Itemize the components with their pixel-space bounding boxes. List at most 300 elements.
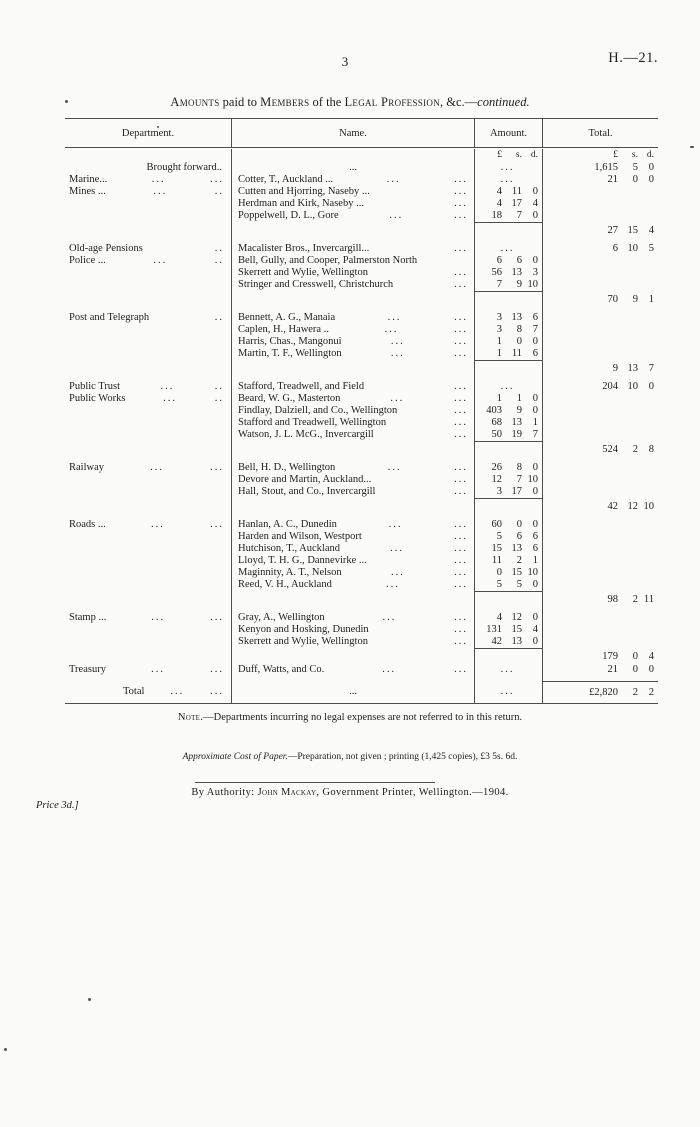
cell-text: Cotter, T., Auckland ... — [238, 174, 334, 185]
cell-text: Marine... — [69, 174, 108, 185]
department-cell — [65, 648, 232, 664]
cell-text: Skerrett and Wylie, Wellington — [238, 267, 368, 278]
doc-reference: H.—21. — [608, 50, 658, 66]
cell-text: 68 — [491, 417, 502, 428]
cell-text: 10 — [627, 381, 638, 392]
cell-text: Police ... — [69, 255, 106, 266]
name-cell — [232, 149, 475, 162]
cell-text: 15 — [511, 567, 522, 578]
cell-text: 0 — [532, 405, 538, 416]
cell-text: 6 — [516, 531, 522, 542]
cell-text: 12 — [627, 501, 638, 512]
cell-text: 11 — [643, 594, 654, 605]
name-cell — [232, 519, 475, 531]
cell-text: 13 — [627, 363, 638, 374]
cell-text: Maginnity, A. T., Nelson — [238, 567, 342, 578]
cell-text: ... — [454, 417, 468, 428]
department-cell — [65, 381, 232, 393]
cell-text: 0 — [516, 336, 522, 347]
cell-text: ... — [454, 312, 468, 323]
cell-text: 5 — [648, 243, 654, 254]
cell-text: 131 — [486, 624, 502, 635]
cell-text: £ — [613, 150, 618, 160]
total-cell — [543, 591, 658, 607]
amount-cell — [475, 474, 543, 486]
cell-text: 4 — [496, 186, 502, 197]
cell-text: 0 — [532, 210, 538, 221]
name-cell — [232, 648, 475, 664]
cell-text: 0 — [532, 579, 538, 590]
name-cell — [232, 486, 475, 498]
amount-cell: ... — [475, 681, 543, 703]
name-cell — [232, 336, 475, 348]
cell-text: ... — [210, 174, 224, 185]
cell-text: 2 — [632, 444, 638, 455]
title-part: Legal Profession — [344, 95, 440, 109]
cell-text: Post and Telegraph — [69, 312, 150, 323]
name-cell — [232, 531, 475, 543]
cell-text: ... — [454, 429, 468, 440]
cell-text: 403 — [486, 405, 502, 416]
cell-text: d. — [530, 150, 538, 160]
name-cell — [232, 381, 475, 393]
amount-cell — [475, 360, 543, 376]
name-cell — [232, 664, 475, 676]
name-cell — [232, 210, 475, 222]
cell-text: 26 — [491, 462, 502, 473]
cell-text: Railway — [69, 462, 104, 473]
cell-text: 50 — [491, 429, 502, 440]
department-cell — [65, 429, 232, 441]
cell-text: ... — [151, 519, 165, 530]
amount-cell — [475, 222, 543, 238]
cell-text: ... — [153, 186, 168, 197]
name-cell — [232, 405, 475, 417]
table-row — [65, 267, 658, 279]
cell-text: Harden and Wilson, Westport — [238, 531, 362, 542]
cell-text: ... — [454, 198, 468, 209]
name-cell — [232, 255, 475, 267]
cell-text: Public Works — [69, 393, 126, 404]
total-cell — [543, 149, 658, 162]
cell-text: 4 — [496, 612, 502, 623]
cell-text: Brought forward.. — [146, 162, 222, 173]
total-cell — [543, 579, 658, 591]
cell-text: .. — [214, 243, 224, 254]
name-cell — [232, 162, 475, 174]
footnote-label: Note. — [177, 712, 204, 723]
total-cell — [543, 498, 658, 514]
cell-text: 6 — [532, 531, 538, 542]
cell-text: 0 — [532, 636, 538, 647]
total-cell — [543, 312, 658, 324]
cell-text: 0 — [632, 664, 638, 675]
cell-text: ... — [454, 324, 468, 335]
footnote-text: —Departments incurring no legal expenses are not referred to in this return. — [203, 712, 523, 723]
department-cell — [65, 324, 232, 336]
cell-text: 0 — [532, 255, 538, 266]
total-cell — [543, 381, 658, 393]
cell-text: Roads ... — [69, 519, 106, 530]
cell-text: ... — [390, 567, 405, 578]
name-cell — [232, 612, 475, 624]
cell-text: ... — [389, 210, 404, 221]
name-cell — [232, 555, 475, 567]
department-cell — [65, 486, 232, 498]
cell-text: ... — [454, 636, 468, 647]
cell-text: Mines ... — [69, 186, 106, 197]
total-cell — [543, 531, 658, 543]
total-cell — [543, 162, 658, 174]
total-cell — [543, 612, 658, 624]
cell-text: 4 — [532, 624, 538, 635]
cell-text: Total — [123, 686, 145, 697]
cell-text: 11 — [491, 555, 502, 566]
cell-text: Skerrett and Wylie, Wellington — [238, 636, 368, 647]
total-cell — [543, 393, 658, 405]
cell-text: 1,615 — [594, 162, 618, 173]
cell-text: ... — [390, 348, 405, 359]
cell-text: 10 — [527, 567, 538, 578]
cell-text: s. — [631, 150, 638, 160]
cell-text: ... — [210, 612, 224, 623]
cell-text: ... — [454, 381, 468, 392]
cell-text: 70 — [607, 294, 618, 305]
name-cell — [232, 681, 475, 703]
total-cell — [543, 648, 658, 664]
cell-text: s. — [515, 150, 522, 160]
name-cell — [232, 441, 475, 457]
amount-cell — [475, 591, 543, 607]
cell-text: 7 — [496, 279, 502, 290]
cell-text: .. — [214, 393, 224, 404]
title-part: Members — [260, 95, 310, 109]
cell-text: ... — [349, 686, 357, 697]
ink-speck — [88, 998, 91, 1001]
total-cell — [543, 567, 658, 579]
cell-text: 0 — [632, 174, 638, 185]
department-cell — [65, 291, 232, 307]
cell-text: ... — [454, 186, 468, 197]
cell-text: Lloyd, T. H. G., Dannevirke ... — [238, 555, 367, 566]
department-cell — [65, 312, 232, 324]
department-cell — [65, 531, 232, 543]
cell-text: 13 — [511, 312, 522, 323]
name-cell — [232, 567, 475, 579]
cell-text: 3 — [496, 324, 502, 335]
cell-text: Bell, Gully, and Cooper, Palmerston North — [238, 255, 418, 266]
ink-speck — [157, 126, 159, 128]
cell-text: ... — [454, 555, 468, 566]
name-cell — [232, 243, 475, 255]
table-row — [65, 312, 658, 324]
title-part: Amounts — [170, 95, 220, 109]
cell-text: ... — [349, 162, 357, 173]
name-cell — [232, 579, 475, 591]
cell-text: Beard, W. G., Masterton — [238, 393, 341, 404]
authority-prefix: By Authority: — [191, 787, 258, 798]
total-cell — [543, 441, 658, 457]
total-cell — [543, 462, 658, 474]
amount-cell — [475, 531, 543, 543]
total-cell — [543, 186, 658, 198]
cell-text: ... — [210, 519, 224, 530]
cell-text: 524 — [602, 444, 618, 455]
cell-text: 11 — [511, 348, 522, 359]
amount-cell — [475, 186, 543, 198]
amount-cell — [475, 579, 543, 591]
total-cell — [543, 681, 658, 703]
cell-text: 1 — [532, 417, 538, 428]
total-cell — [543, 210, 658, 222]
amount-cell — [475, 291, 543, 307]
department-cell — [65, 210, 232, 222]
cell-text: 12 — [511, 612, 522, 623]
department-cell — [65, 579, 232, 591]
amount-cell: ... — [475, 174, 543, 186]
table-row — [65, 543, 658, 555]
total-cell — [543, 336, 658, 348]
cell-text: ... — [170, 686, 185, 697]
department-cell — [65, 681, 232, 703]
cell-text: 56 — [491, 267, 502, 278]
column-header-name: Name. — [232, 119, 475, 147]
cell-text: 0 — [532, 462, 538, 473]
cell-text: 42 — [491, 636, 502, 647]
cell-text: £2,820 — [589, 687, 618, 698]
department-cell — [65, 441, 232, 457]
cell-text: ... — [390, 336, 405, 347]
title-part: of the — [309, 95, 345, 109]
amount-cell — [475, 279, 543, 291]
cell-text: 7 — [648, 363, 654, 374]
amount-cell — [475, 267, 543, 279]
department-cell — [65, 279, 232, 291]
cell-text: 10 — [627, 243, 638, 254]
cell-text: ... — [454, 336, 468, 347]
name-cell — [232, 417, 475, 429]
cell-text: Gray, A., Wellington — [238, 612, 325, 623]
amount-cell — [475, 567, 543, 579]
amount-cell: ... — [475, 381, 543, 393]
name-cell — [232, 186, 475, 198]
cell-text: 15 — [627, 225, 638, 236]
total-cell — [543, 291, 658, 307]
cell-text: ... — [454, 664, 468, 675]
table-row — [65, 162, 658, 174]
department-cell — [65, 462, 232, 474]
table-row — [65, 348, 658, 360]
cell-text: Martin, T. F., Wellington — [238, 348, 342, 359]
name-cell — [232, 591, 475, 607]
cell-text: ... — [388, 519, 403, 530]
ink-speck — [65, 100, 68, 103]
cell-text: 5 — [496, 579, 502, 590]
total-cell — [543, 198, 658, 210]
amount-cell — [475, 405, 543, 417]
cell-text: Stafford and Treadwell, Wellington — [238, 417, 387, 428]
name-cell — [232, 462, 475, 474]
cell-text: ... — [382, 664, 397, 675]
table-row — [65, 498, 658, 514]
cell-text: 13 — [511, 417, 522, 428]
amount-cell: ... — [475, 664, 543, 676]
department-cell — [65, 267, 232, 279]
cell-text: 0 — [648, 174, 654, 185]
amount-cell: ... — [475, 243, 543, 255]
cell-text: ... — [160, 381, 175, 392]
name-cell — [232, 636, 475, 648]
department-cell — [65, 405, 232, 417]
department-cell — [65, 664, 232, 676]
cell-text: Public Trust — [69, 381, 121, 392]
table-row — [65, 474, 658, 486]
amount-cell — [475, 149, 543, 162]
cell-text: 13 — [511, 267, 522, 278]
table-row — [65, 393, 658, 405]
cell-text: ... — [454, 348, 468, 359]
total-cell — [543, 348, 658, 360]
amount-cell — [475, 312, 543, 324]
cell-text: £ — [497, 150, 502, 160]
cell-text: ... — [210, 686, 224, 697]
table-row — [65, 417, 658, 429]
total-cell — [543, 243, 658, 255]
cell-text: Herdman and Kirk, Naseby ... — [238, 198, 364, 209]
cell-text: 5 — [516, 579, 522, 590]
total-cell — [543, 417, 658, 429]
cell-text: 3 — [496, 312, 502, 323]
total-cell — [543, 255, 658, 267]
cell-text: 4 — [648, 651, 654, 662]
table-body — [65, 148, 658, 704]
cell-text: 0 — [516, 519, 522, 530]
cell-text: ... — [390, 393, 405, 404]
table-row — [65, 279, 658, 291]
cell-text: 1 — [496, 348, 502, 359]
ink-speck — [4, 1048, 7, 1051]
cell-text: 6 — [532, 348, 538, 359]
department-cell — [65, 222, 232, 238]
department-cell — [65, 624, 232, 636]
total-cell — [543, 279, 658, 291]
total-cell — [543, 636, 658, 648]
total-cell — [543, 324, 658, 336]
department-cell — [65, 612, 232, 624]
cell-text: 11 — [511, 186, 522, 197]
cell-text: .. — [214, 255, 224, 266]
cell-text: 9 — [612, 363, 618, 374]
cell-text: 0 — [496, 567, 502, 578]
name-cell — [232, 348, 475, 360]
amount-cell — [475, 624, 543, 636]
name-cell — [232, 624, 475, 636]
name-cell — [232, 312, 475, 324]
cell-text: Watson, J. L. McG., Invercargill — [238, 429, 374, 440]
cell-text: 10 — [643, 501, 654, 512]
cell-text: 6 — [532, 312, 538, 323]
amount-cell — [475, 210, 543, 222]
cell-text: 0 — [632, 651, 638, 662]
cell-text: 2 — [632, 594, 638, 605]
cell-text: 18 — [491, 210, 502, 221]
table-row — [65, 360, 658, 376]
table-row — [65, 579, 658, 591]
cell-text: ... — [454, 462, 468, 473]
cell-text: Kenyon and Hosking, Dunedin — [238, 624, 369, 635]
cell-text: ... — [384, 324, 399, 335]
cell-text: Hanlan, A. C., Dunedin — [238, 519, 337, 530]
cell-text: ... — [454, 279, 468, 290]
amount-cell — [475, 555, 543, 567]
table-row — [65, 291, 658, 307]
cell-text: ... — [454, 579, 468, 590]
cell-text: 15 — [511, 624, 522, 635]
name-cell — [232, 543, 475, 555]
department-cell — [65, 591, 232, 607]
table-row — [65, 681, 658, 703]
cell-text: 2 — [516, 555, 522, 566]
table-row — [65, 636, 658, 648]
cell-text: 8 — [648, 444, 654, 455]
cell-text: 204 — [602, 381, 618, 392]
total-cell — [543, 360, 658, 376]
cell-text: 9 — [632, 294, 638, 305]
cell-text: 5 — [632, 162, 638, 173]
amount-cell — [475, 543, 543, 555]
cell-text: 42 — [607, 501, 618, 512]
total-cell — [543, 555, 658, 567]
table-row — [65, 255, 658, 267]
cell-text: ... — [454, 486, 468, 497]
amount-cell — [475, 498, 543, 514]
table-row — [65, 612, 658, 624]
cell-text: ... — [163, 393, 178, 404]
name-cell — [232, 279, 475, 291]
department-cell — [65, 417, 232, 429]
cell-text: ... — [386, 579, 400, 590]
cell-text: ... — [454, 210, 468, 221]
cell-text: 0 — [648, 381, 654, 392]
name-cell — [232, 324, 475, 336]
amount-cell — [475, 324, 543, 336]
table-row — [65, 243, 658, 255]
total-cell — [543, 486, 658, 498]
cell-text: 3 — [532, 267, 538, 278]
cell-text: ... — [153, 255, 168, 266]
cell-text: 7 — [532, 429, 538, 440]
cell-text: 0 — [532, 393, 538, 404]
cell-text: Stringer and Cresswell, Christchurch — [238, 279, 394, 290]
department-cell — [65, 519, 232, 531]
table-row — [65, 186, 658, 198]
cell-text: 21 — [607, 174, 618, 185]
cell-text: 4 — [532, 198, 538, 209]
department-cell — [65, 474, 232, 486]
name-cell — [232, 498, 475, 514]
table-row — [65, 324, 658, 336]
amount-cell — [475, 441, 543, 457]
cell-text: Bell, H. D., Wellington — [238, 462, 336, 473]
authority-rule — [195, 782, 435, 783]
authority-suffix: , Government Printer, Wellington.—1904. — [316, 787, 509, 798]
cell-text: 2 — [632, 687, 638, 698]
cell-text: 9 — [516, 405, 522, 416]
cell-text: Poppelwell, D. L., Gore — [238, 210, 339, 221]
cell-text: ... — [390, 543, 404, 554]
department-cell — [65, 360, 232, 376]
name-cell — [232, 360, 475, 376]
